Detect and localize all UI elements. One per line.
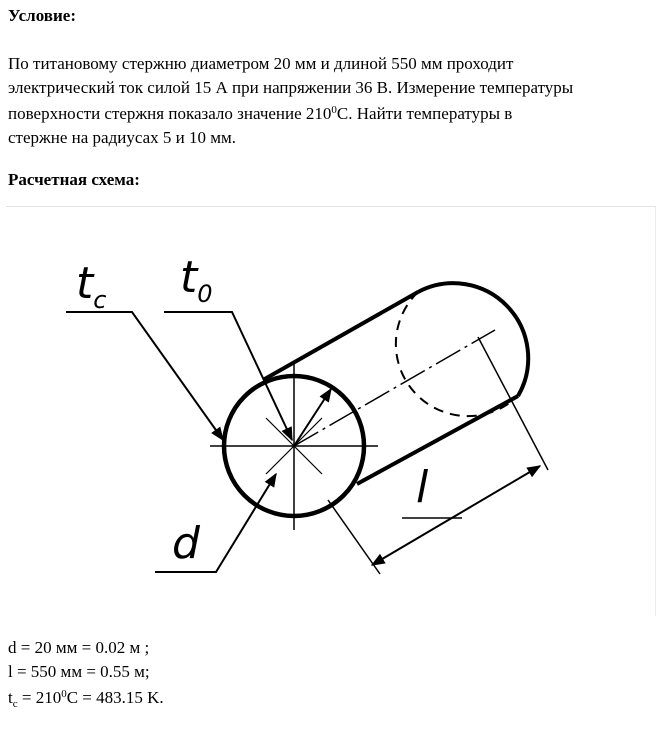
cylinder-hidden-end xyxy=(396,292,518,416)
given-tc-eq: = 210 xyxy=(17,688,62,707)
statement-line-3-part-1: поверхности стержня показало значение 210 xyxy=(8,104,332,123)
statement-line-2: электрический ток силой 15 А при напряжении 36 В. Измерение температуры xyxy=(8,77,574,97)
statement-line-4: стержне на радиусах 5 и 10 мм. xyxy=(8,127,237,147)
given-length: l = 550 мм = 0.55 м; xyxy=(8,661,150,681)
cylinder-top-edge xyxy=(263,292,418,380)
length-dimension-line xyxy=(372,466,540,565)
given-tc-degree: 0 xyxy=(61,688,67,700)
label-tc xyxy=(76,258,106,314)
given-tc-rest: C = 483.15 K. xyxy=(66,688,164,707)
given-diameter: d = 20 мм = 0.02 м ; xyxy=(8,638,150,657)
given-values xyxy=(8,636,164,717)
given-surface-temperature xyxy=(8,683,164,717)
label-d: d xyxy=(172,518,200,569)
given-tc-sub: c xyxy=(12,698,18,710)
tc-leader xyxy=(66,312,223,440)
scheme-heading: Расчетная схема: xyxy=(8,170,140,189)
condition-heading: Условие: xyxy=(8,6,76,25)
length-extension-near xyxy=(328,500,380,574)
label-tc-main: t xyxy=(76,258,94,309)
label-t0-sub: 0 xyxy=(197,280,213,308)
radius-arrow xyxy=(294,389,331,446)
length-extension-far xyxy=(478,337,548,470)
given-tc-var: t xyxy=(8,688,13,707)
cylinder-far-end xyxy=(418,283,528,396)
label-l: l xyxy=(416,462,429,513)
statement-line-1: По титановому стержню диаметром 20 мм и длиной 550 мм проходит xyxy=(8,54,514,73)
degree-superscript: 0 xyxy=(331,104,337,116)
label-t0-main: t xyxy=(180,252,198,303)
statement-line-3-part-2: С. Найти температуры в xyxy=(336,104,513,123)
label-t0 xyxy=(180,252,213,308)
label-tc-sub: c xyxy=(93,286,107,314)
